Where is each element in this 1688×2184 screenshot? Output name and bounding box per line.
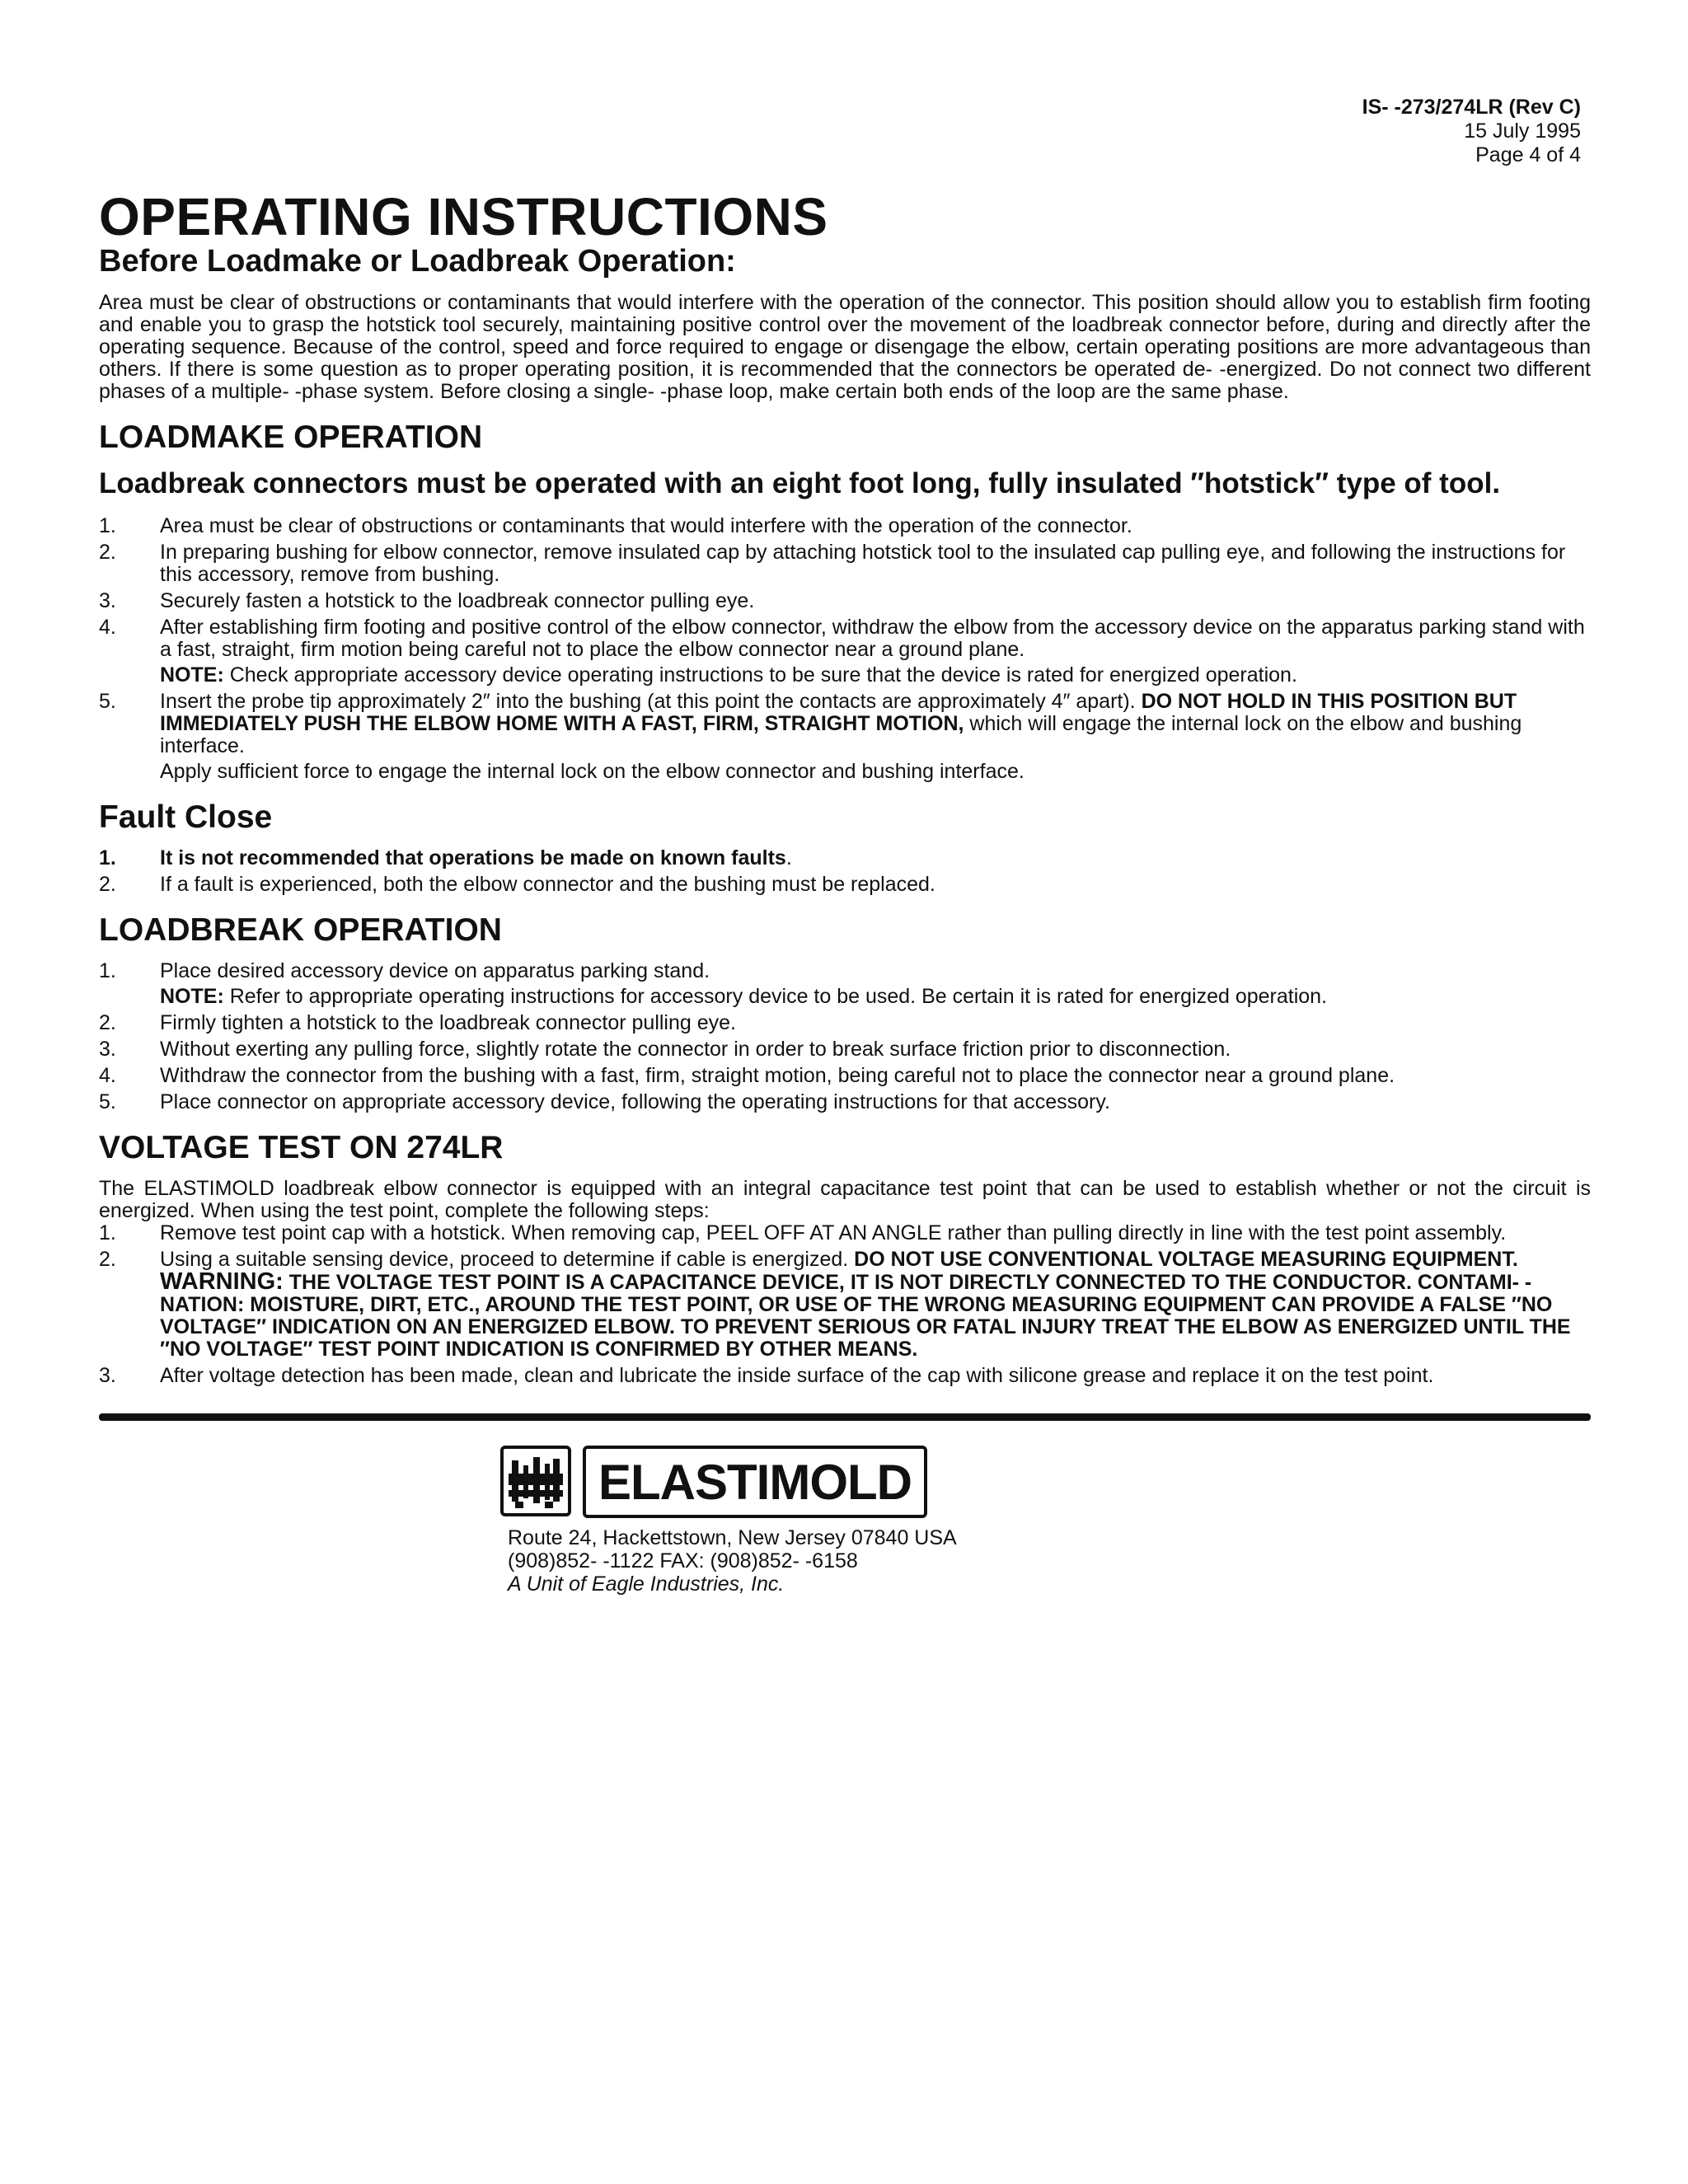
step-number: 4. <box>99 616 116 639</box>
list-item <box>99 1091 1591 1113</box>
step-text: It is not recommended that operations be made on known faults <box>160 846 786 869</box>
phone-fax: (908)852- -1122 FAX: (908)852- -6158 <box>508 1549 858 1572</box>
step-text: In preparing bushing for elbow connector, remove insulated cap by attaching hotstick tool to the insulated cap pulling eye, and following the instructions for this accessory, remove from bushing. <box>160 541 1566 586</box>
document-id: IS- -273/274LR (Rev C) <box>1362 96 1581 119</box>
page-number: Page 4 of 4 <box>1475 143 1581 166</box>
loadbreak-steps <box>99 960 1591 1113</box>
street-address: Route 24, Hackettstown, New Jersey 07840 USA <box>508 1526 957 1549</box>
step-number: 5. <box>99 690 116 713</box>
document-date: 15 July 1995 <box>1464 120 1581 143</box>
fault-close-steps <box>99 847 1591 896</box>
page-subtitle: Before Loadmake or Loadbreak Operation: <box>99 244 736 279</box>
step-number: 1. <box>99 514 116 537</box>
step-text-tail: . <box>785 846 792 869</box>
step-number: 1. <box>99 1221 116 1244</box>
step-number: 3. <box>99 589 116 612</box>
step-text: Securely fasten a hotstick to the loadbreak connector pulling eye. <box>160 589 755 612</box>
company-address <box>508 1526 957 1596</box>
step-bold-text: DO NOT USE CONVENTIONAL VOLTAGE MEASURING EQUIPMENT. <box>854 1248 1518 1271</box>
step-text: Using a suitable sensing device, proceed to determine if cable is energized. <box>160 1248 855 1271</box>
fault-close-heading: Fault Close <box>99 799 273 835</box>
step-text: Area must be clear of obstructions or contaminants that would interfere with the operation of the connector. <box>160 514 1132 537</box>
step-bold-text: DO NOT HOLD IN THIS POSITION BUT IMMEDIATELY PUSH THE ELBOW HOME WITH A FAST, FIRM, STRAIGHT MOTION, <box>160 690 1517 735</box>
step-text-tail: which will engage the internal lock on the elbow and bushing interface. <box>160 712 1522 757</box>
note-label: NOTE: <box>160 663 224 687</box>
step-note <box>160 664 1591 687</box>
step-number: 3. <box>99 1364 116 1387</box>
list-item <box>99 691 1591 783</box>
list-item <box>99 960 1591 1008</box>
list-item <box>99 1365 1591 1387</box>
parent-company: A Unit of Eagle Industries, Inc. <box>508 1572 785 1596</box>
step-number: 4. <box>99 1064 116 1087</box>
page-title: OPERATING INSTRUCTIONS <box>99 187 828 246</box>
step-number: 1. <box>99 846 116 869</box>
step-text: Place connector on appropriate accessory device, following the operating instructions for that accessory. <box>160 1090 1110 1113</box>
list-item <box>99 1065 1591 1087</box>
list-item <box>99 874 1591 896</box>
step-number: 2. <box>99 541 116 564</box>
step-text: If a fault is experienced, both the elbow connector and the bushing must be replaced. <box>160 873 935 896</box>
step-text: Withdraw the connector from the bushing with a fast, firm, straight motion, being careful not to place the connector near a ground plane. <box>160 1064 1395 1087</box>
list-item <box>99 1249 1591 1361</box>
step-text: Firmly tighten a hotstick to the loadbreak connector pulling eye. <box>160 1011 736 1034</box>
list-item <box>99 1038 1591 1061</box>
elastimold-logo-text: ELASTIMOLD <box>583 1446 927 1518</box>
step-extra: Apply sufficient force to engage the internal lock on the elbow connector and bushing interface. <box>160 760 1025 783</box>
step-number: 2. <box>99 1011 116 1034</box>
voltage-test-steps <box>99 1222 1591 1387</box>
elastimold-emblem-icon <box>500 1446 571 1516</box>
loadmake-heading: LOADMAKE OPERATION <box>99 419 483 455</box>
loadmake-warning: Loadbreak connectors must be operated with an eight foot long, fully insulated ″hotstick″ type of tool. <box>99 467 1501 499</box>
step-text: Remove test point cap with a hotstick. When removing cap, PEEL OFF AT AN ANGLE rather than pulling directly in line with the test point assembly. <box>160 1221 1507 1244</box>
loadbreak-heading: LOADBREAK OPERATION <box>99 912 502 948</box>
step-text: Insert the probe tip approximately 2″ into the bushing (at this point the contacts are approximately 4″ apart). <box>160 690 1142 713</box>
list-item <box>99 847 1591 869</box>
list-item <box>99 515 1591 537</box>
step-text: After voltage detection has been made, clean and lubricate the inside surface of the cap with silicone grease and replace it on the test point. <box>160 1364 1434 1387</box>
main-content <box>99 292 1591 1391</box>
list-item <box>99 1012 1591 1034</box>
note-label: NOTE: <box>160 985 224 1008</box>
note-text: Refer to appropriate operating instructions for accessory device to be used. Be certain it is rated for energized operation. <box>223 985 1328 1008</box>
step-number: 5. <box>99 1090 116 1113</box>
warning-label: WARNING: <box>160 1268 284 1295</box>
warning-text: THE VOLTAGE TEST POINT IS A CAPACITANCE DEVICE, IT IS NOT DIRECTLY CONNECTED TO THE CONDUCTOR. CONTAMI- -NATION: MOISTURE, DIRT, ETC., AROUND THE TEST POINT, OR USE OF THE WRONG MEASURING EQUIPMENT CAN PROVIDE A FALSE ″NO VOLTAGE″ INDICATION ON AN ENERGIZED ELBOW. TO PREVENT SERIOUS OR FATAL INJURY TREAT THE ELBOW AS ENERGIZED UNTIL THE ″NO VOLTAGE″ TEST POINT INDICATION IS CONFIRMED BY OTHER MEANS. <box>160 1271 1571 1361</box>
step-note <box>160 986 1591 1008</box>
step-text: After establishing firm footing and positive control of the elbow connector, withdraw the elbow from the accessory device on the apparatus parking stand with a fast, straight, firm motion being careful not to place the elbow connector near a ground plane. <box>160 616 1585 661</box>
intro-paragraph: Area must be clear of obstructions or contaminants that would interfere with the operation of the connector. This position should allow you to establish firm footing and enable you to grasp the hotstick tool securely, maintaining positive control over the movement of the loadbreak connector before, during and directly after the operating sequence. Because of the control, speed and force required to engage or disengage the elbow, certain operating positions are more advantageous than others. If there is some question as to proper operating position, it is recommended that the connectors be operated de- -energized. Do not connect two different phases of a multiple- -phase system. Before closing a single- -phase loop, make certain both ends of the loop are the same phase. <box>99 291 1591 403</box>
list-item <box>99 541 1591 586</box>
step-number: 1. <box>99 959 116 982</box>
list-item <box>99 590 1591 612</box>
warning-block <box>160 1268 1591 1361</box>
voltage-test-intro: The ELASTIMOLD loadbreak elbow connector is equipped with an integral capacitance test point that can be used to establish whether or not the circuit is energized. When using the test point, complete the following steps: <box>99 1177 1591 1222</box>
list-item <box>99 1222 1591 1244</box>
loadmake-steps <box>99 515 1591 783</box>
voltage-test-heading: VOLTAGE TEST ON 274LR <box>99 1130 504 1165</box>
note-text: Check appropriate accessory device operating instructions to be sure that the device is rated for energized operation. <box>223 663 1297 687</box>
list-item <box>99 616 1591 687</box>
document-header <box>1362 96 1581 167</box>
step-number: 3. <box>99 1038 116 1061</box>
footer-divider <box>99 1413 1591 1421</box>
step-text: Without exerting any pulling force, slightly rotate the connector in order to break surface friction prior to disconnection. <box>160 1038 1231 1061</box>
step-text: Place desired accessory device on apparatus parking stand. <box>160 959 710 982</box>
step-number: 2. <box>99 873 116 896</box>
step-number: 2. <box>99 1248 116 1271</box>
